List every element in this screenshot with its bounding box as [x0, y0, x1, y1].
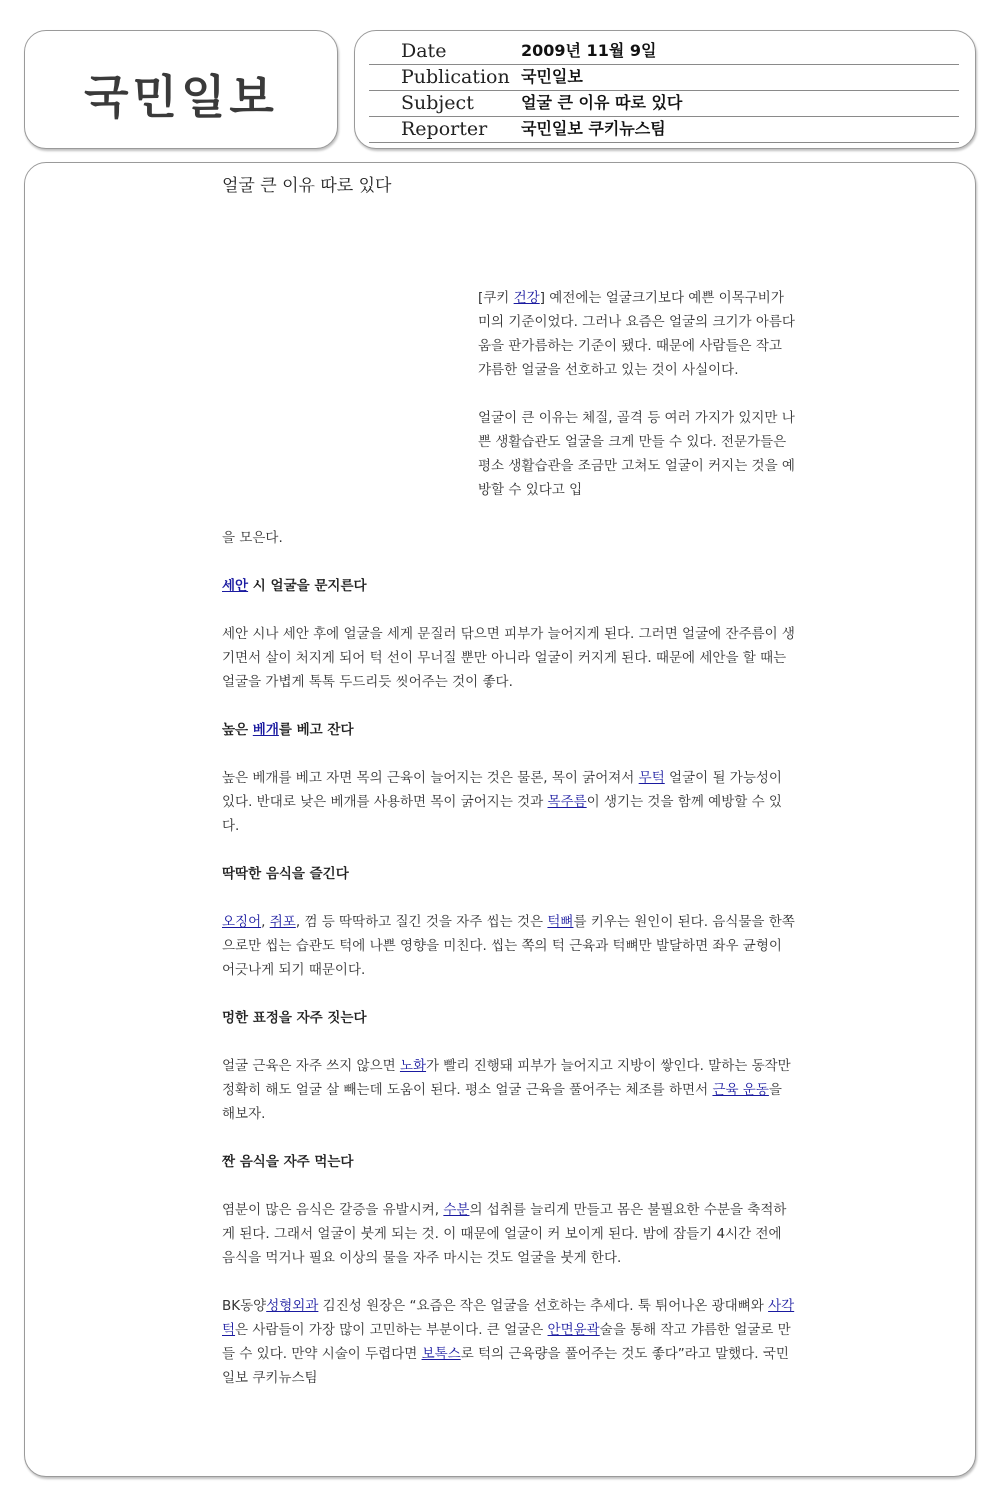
section-heading — [222, 1150, 797, 1174]
meta-row-subject — [369, 91, 959, 117]
text-run: , 껌 등 딱딱하고 질긴 것을 자주 씹는 것은 — [295, 914, 548, 930]
text-run: 염분이 많은 음식은 갈증을 유발시켜, — [222, 1202, 444, 1218]
section-heading — [222, 574, 797, 598]
text-run: 를 베고 잔다 — [278, 722, 354, 738]
text-run: 얼굴이 큰 이유는 체질, 골격 등 여러 가지가 있지만 나쁜 생활습관도 얼굴을 크게 만들 수 있다. 전문가들은 평소 생활습관을 조금만 고쳐도 얼굴이 커지는 것을 예방할 수 있다고 입 — [478, 410, 795, 498]
publication-logo: 국민일보 — [84, 70, 278, 124]
text-run: 를 키우는 원인이 된다. 음식물을 한쪽으로만 씹는 습관도 턱에 나쁜 영향을 미친다. 씹는 쪽의 턱 근육과 턱뼈만 발달하면 좌우 균형이 어긋나게 되기 때문이다. — [222, 914, 795, 978]
keyword-link[interactable]: 수분 — [443, 1202, 470, 1218]
paragraph — [222, 1054, 797, 1126]
text-run: 얼굴 근육은 자주 쓰지 않으면 — [222, 1058, 400, 1074]
section-heading — [222, 1006, 797, 1030]
meta-row-reporter — [369, 117, 959, 143]
keyword-link[interactable]: 안면윤곽 — [547, 1322, 600, 1338]
paragraph: 을 모은다. — [222, 530, 283, 546]
keyword-link[interactable]: 쥐포 — [269, 914, 296, 930]
article-panel — [24, 162, 976, 1477]
text-run: 을 해보자. — [222, 1082, 782, 1122]
text-run: 시 얼굴을 문지른다 — [248, 578, 367, 594]
text-run: ] 예전에는 얼굴크기보다 예쁜 이목구비가 미의 기준이었다. 그러나 요즘은 얼굴의 크기가 아름다움을 판가름하는 기준이 됐다. 때문에 사람들은 작고 갸름한 얼굴을 선호하고 있는 것이 사실이다. — [478, 290, 795, 378]
text-run: 로 턱의 근육량을 풀어주는 것도 좋다”라고 말했다. 국민일보 쿠키뉴스팀 — [222, 1346, 789, 1386]
text-run: 술을 통해 작고 갸름한 얼굴로 만들 수 있다. 만약 시술이 두렵다면 — [222, 1322, 791, 1362]
text-run: 의 섭취를 늘리게 만들고 몸은 불필요한 수분을 축적하게 된다. 그래서 얼굴이 붓게 되는 것. 이 때문에 얼굴이 커 보이게 된다. 밤에 잠들기 4시간 전에 음식을 먹거나 필요 이상의 물을 자주 마시는 것도 얼굴을 붓게 한다. — [222, 1202, 787, 1266]
meta-row-date — [369, 39, 959, 65]
meta-label: Reporter — [401, 118, 488, 140]
metadata-panel — [354, 30, 976, 149]
paragraph — [222, 1198, 797, 1270]
section-heading — [222, 718, 797, 742]
meta-value: 2009년 11월 9일 — [521, 41, 657, 60]
meta-value: 국민일보 쿠키뉴스팀 — [521, 119, 666, 138]
keyword-link[interactable]: 노화 — [399, 1058, 427, 1074]
meta-value: 얼굴 큰 이유 따로 있다 — [521, 93, 683, 112]
keyword-link[interactable]: 베개 — [252, 722, 279, 738]
text-run: 가 빨리 진행돼 피부가 늘어지고 지방이 쌓인다. 말하는 동작만 정확히 해도 얼굴 살 빼는데 도움이 된다. 평소 얼굴 근육을 풀어주는 체조를 하면서 — [222, 1058, 791, 1098]
text-run: 짠 음식을 자주 먹는다 — [222, 1154, 354, 1170]
text-run: [쿠키 — [478, 290, 514, 306]
keyword-link[interactable]: 건강 — [513, 290, 540, 306]
keyword-link[interactable]: 무턱 — [638, 770, 665, 786]
section-heading — [222, 862, 797, 886]
keyword-link[interactable]: 근육 운동 — [712, 1082, 769, 1098]
keyword-link[interactable]: 성형외과 — [266, 1298, 319, 1314]
text-run: , — [261, 914, 270, 930]
paragraph — [478, 406, 796, 502]
keyword-link[interactable]: 오징어 — [222, 914, 262, 930]
article-intro — [478, 286, 796, 502]
text-run: 김진성 원장은 “요즘은 작은 얼굴을 선호하는 추세다. 툭 튀어나온 광대뼈와 — [318, 1298, 769, 1314]
keyword-link[interactable]: 세안 — [222, 578, 249, 594]
meta-value: 국민일보 — [521, 67, 583, 86]
text-run: 멍한 표정을 자주 짓는다 — [222, 1010, 367, 1026]
text-run: 이 생기는 것을 함께 예방할 수 있다. — [222, 794, 782, 834]
paragraph — [222, 910, 797, 982]
text-run: BK동양 — [222, 1298, 267, 1314]
paragraph — [478, 286, 796, 382]
text-run: 높은 — [222, 722, 253, 738]
text-run: 세안 시나 세안 후에 얼굴을 세게 문질러 닦으면 피부가 늘어지게 된다. 그러면 얼굴에 잔주름이 생기면서 살이 처지게 되어 턱 선이 무너질 뿐만 아니라 얼굴이 커지게 된다. 때문에 세안을 할 때는 얼굴을 가볍게 톡톡 두드리듯 씻어주는 것이 좋다. — [222, 626, 795, 690]
meta-label: Publication — [401, 66, 510, 88]
paragraph — [222, 766, 797, 838]
meta-row-publication — [369, 65, 959, 91]
text-run: 얼굴이 될 가능성이 있다. 반대로 낮은 베개를 사용하면 목이 굵어지는 것과 — [222, 770, 782, 810]
keyword-link[interactable]: 목주름 — [547, 794, 587, 810]
paragraph — [222, 622, 797, 694]
meta-label: Date — [401, 40, 447, 62]
article-body — [222, 526, 797, 1414]
meta-label: Subject — [401, 92, 474, 114]
text-run: 높은 베개를 베고 자면 목의 근육이 늘어지는 것은 물론, 목이 굵어져서 — [222, 770, 639, 786]
article-title: 얼굴 큰 이유 따로 있다 — [222, 176, 392, 196]
keyword-link[interactable]: 턱뼈 — [547, 914, 574, 930]
paragraph — [222, 1294, 797, 1390]
text-run: 은 사람들이 가장 많이 고민하는 부분이다. 큰 얼굴은 — [235, 1322, 548, 1338]
text-run: 딱딱한 음식을 즐긴다 — [222, 866, 349, 882]
keyword-link[interactable]: 사각턱 — [222, 1298, 795, 1338]
keyword-link[interactable]: 보톡스 — [421, 1346, 461, 1362]
logo-panel — [24, 30, 338, 149]
